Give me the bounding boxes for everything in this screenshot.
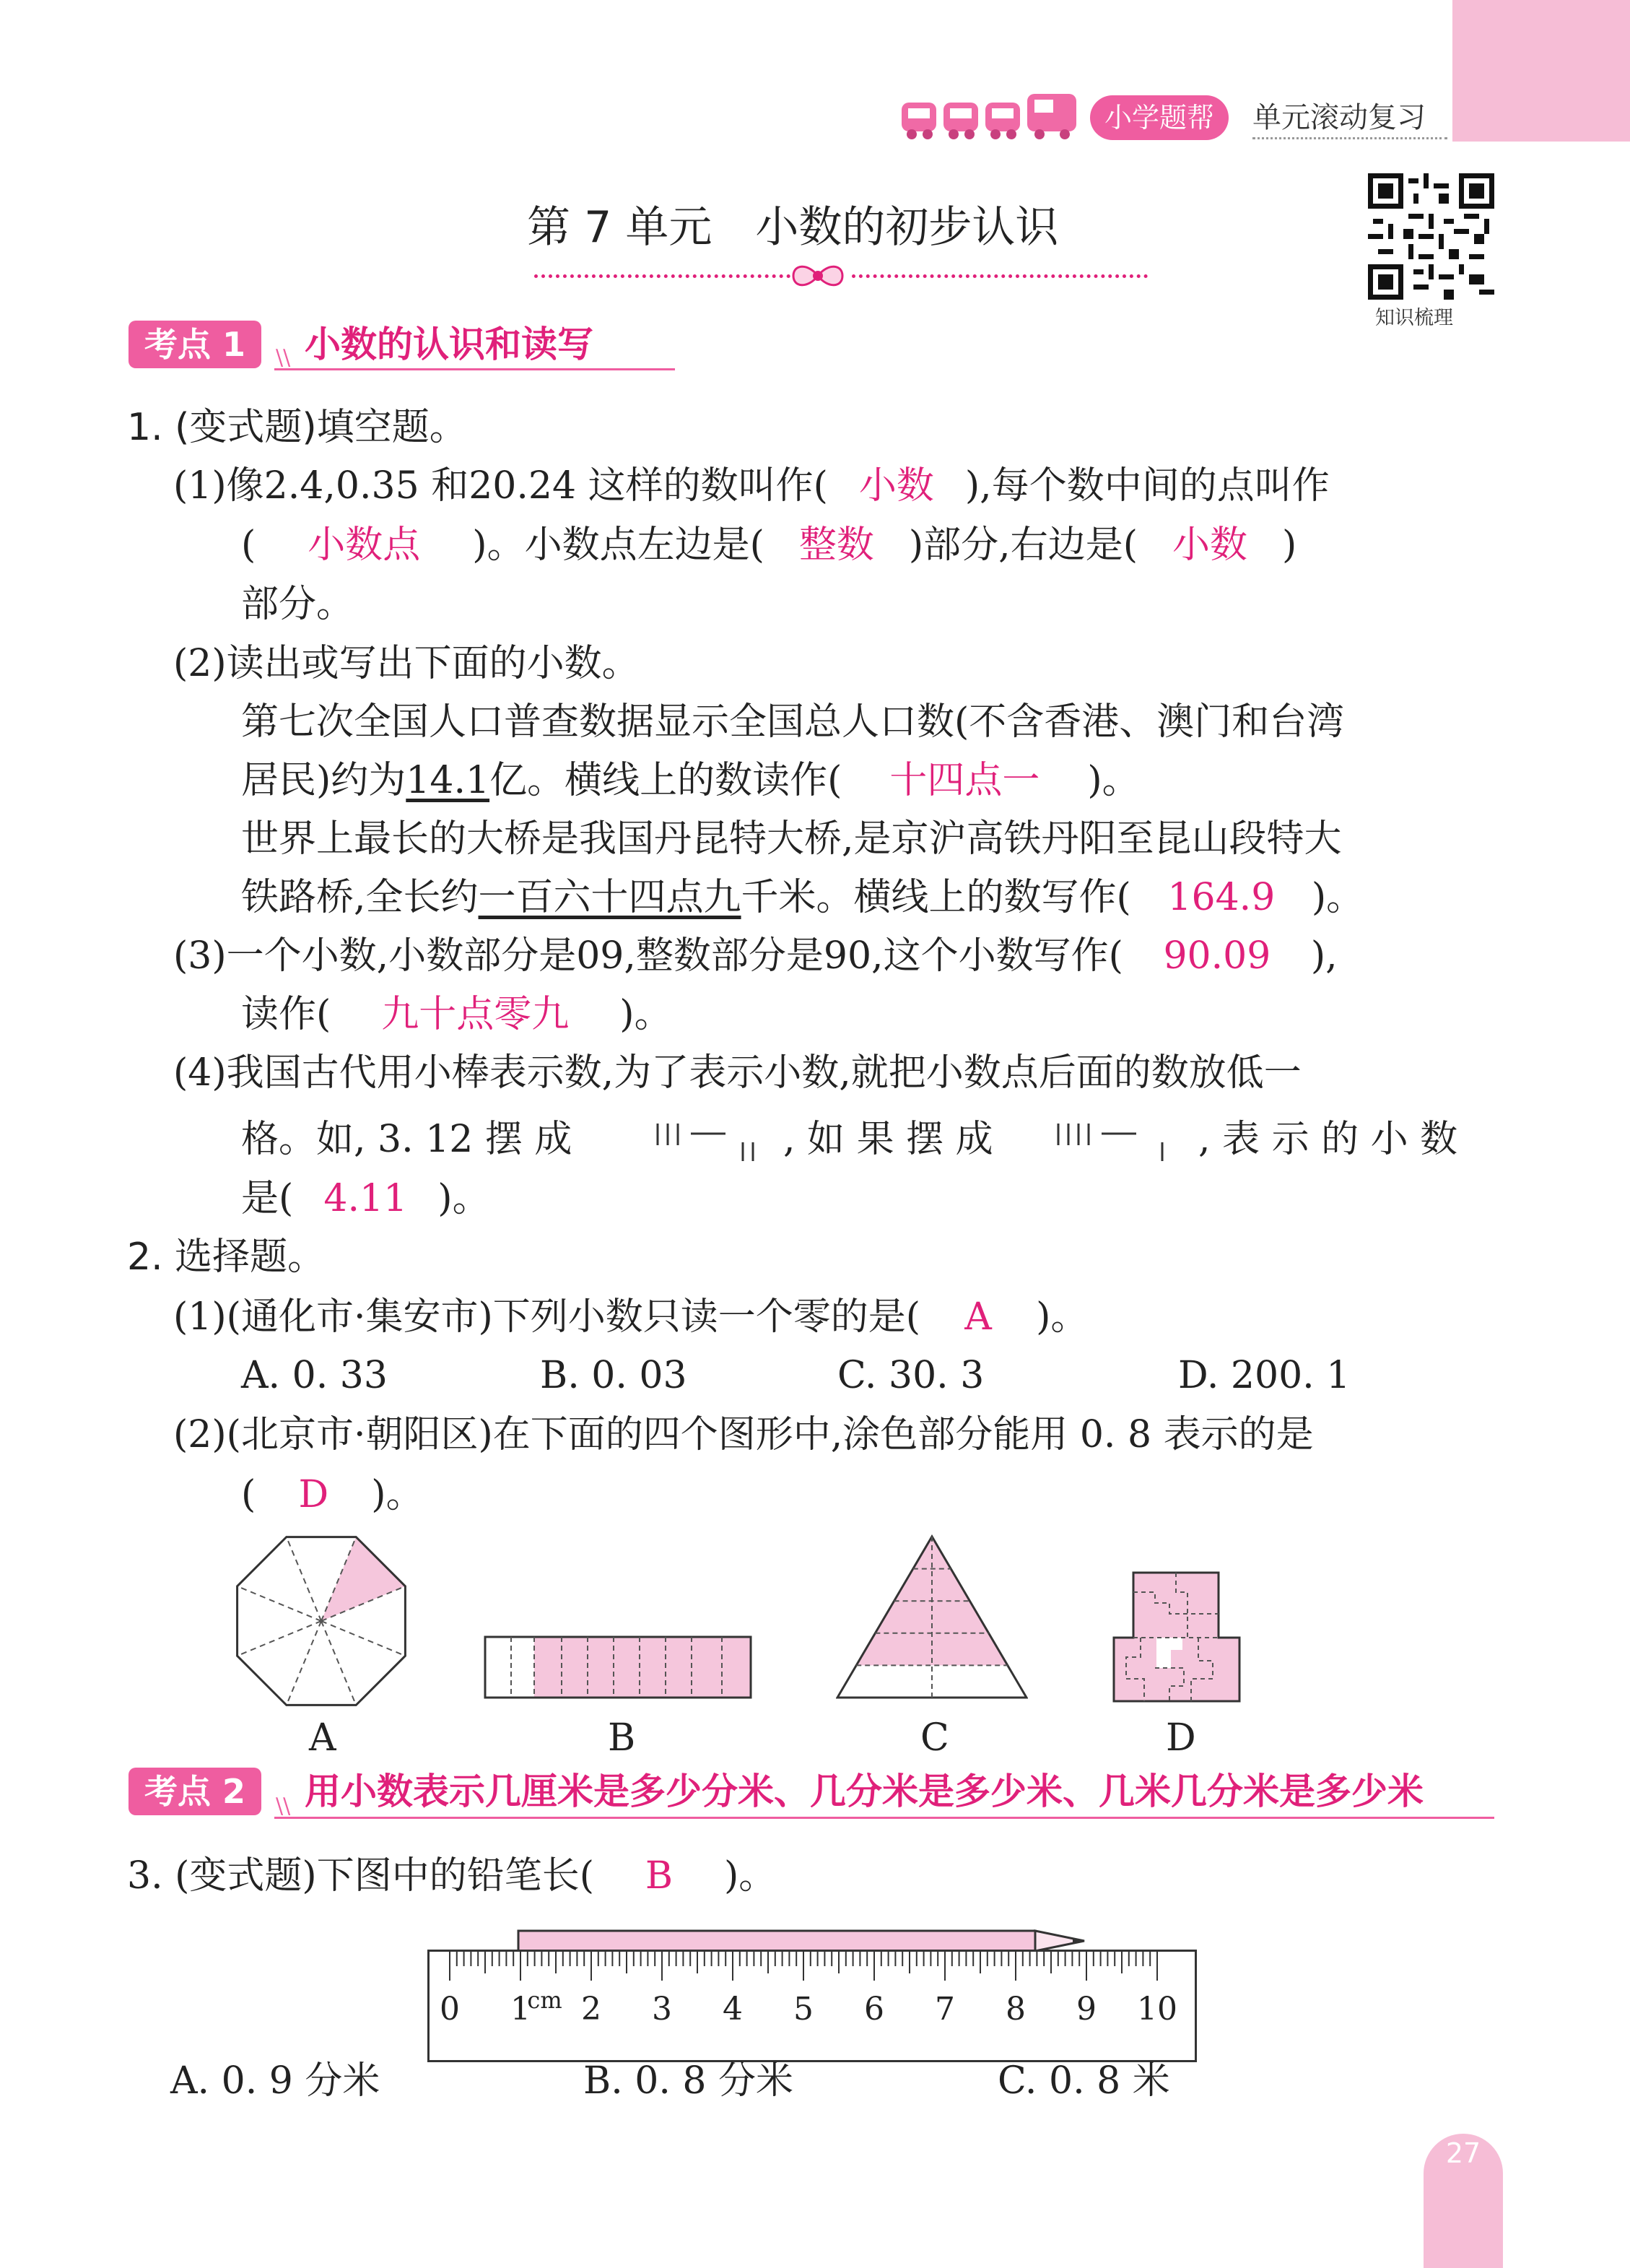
text: ),每个数中间的点叫作 [964, 464, 1330, 508]
underlined-number: 14.1 [406, 759, 490, 802]
bow-icon [789, 260, 847, 295]
underlined-words: 一百六十四点九 [478, 876, 741, 919]
train-icon [899, 87, 1079, 147]
text: ( [241, 1473, 256, 1516]
q1-part1-line2 [241, 523, 1296, 567]
text: )。 [1311, 876, 1364, 919]
answer-blank[interactable]: 小数 [1172, 523, 1247, 567]
brand-badge: 小学题帮 [1090, 95, 1229, 140]
figure-label-a: A [309, 1716, 336, 1760]
figure-label-d: D [1166, 1716, 1196, 1760]
kaodian-2-slash-icon: \\ [276, 1794, 291, 1819]
q1-part2-line2 [241, 759, 1140, 802]
q3-line [127, 1854, 776, 1898]
q1-part2-line4 [241, 876, 1364, 919]
text: ) [1281, 523, 1297, 567]
section-label: 单元滚动复习 [1252, 101, 1426, 134]
answer-blank[interactable]: B [645, 1854, 674, 1898]
text: 铁路桥,全长约 [241, 876, 479, 919]
kaodian-1-underline [274, 368, 675, 370]
figure-a-octagon[interactable] [235, 1534, 408, 1711]
q1-part1-line3: 部分。 [241, 583, 354, 626]
answer-blank[interactable]: 90.09 [1163, 934, 1271, 978]
q1-part2-line1: 第七次全国人口普查数据显示全国总人口数(不含香港、澳门和台湾 [241, 700, 1345, 744]
top-side-tab [1452, 0, 1630, 142]
q2-option-d[interactable]: D. 200. 1 [1178, 1354, 1351, 1397]
text: )部分,右边是( [908, 523, 1138, 567]
text: 居民)约为 [241, 759, 406, 802]
title-dots-left [534, 274, 790, 278]
ruler-unit: cm [527, 1986, 562, 2014]
text: ( [241, 523, 256, 567]
answer-blank[interactable]: 十四点一 [889, 759, 1040, 802]
q2-option-b[interactable]: B. 0. 03 [540, 1354, 687, 1397]
kaodian-1-title: 小数的认识和读写 [305, 323, 593, 365]
answer-blank[interactable]: 小数点 [308, 523, 421, 567]
kaodian-1-slash-icon: \\ [276, 345, 291, 370]
ruler-number: 2 [581, 1991, 601, 2028]
q1-part4-line2-a: 格。如, 3. 12 摆 成 [241, 1118, 572, 1161]
answer-blank[interactable]: 整数 [798, 523, 874, 567]
answer-blank[interactable]: 九十点零九 [381, 993, 570, 1036]
kaodian-2-underline [274, 1817, 1494, 1819]
counting-rods-icon-4-11 [1054, 1118, 1177, 1167]
text: )。 [371, 1473, 424, 1516]
text: 3. (变式题)下图中的铅笔长( [127, 1854, 595, 1898]
text: ), [1310, 934, 1338, 978]
q3-option-c[interactable]: C. 0. 8 米 [998, 2059, 1170, 2103]
q1-part3-line1 [173, 934, 1338, 978]
q2-heading: 2. 选择题。 [127, 1235, 326, 1279]
q2-part1-line [173, 1295, 1088, 1339]
text: 是( [241, 1177, 294, 1220]
q2-part2-line1: (2)(北京市·朝阳区)在下面的四个图形中,涂色部分能用 0. 8 表示的是 [173, 1413, 1314, 1456]
answer-blank[interactable]: D [298, 1473, 329, 1516]
figure-label-c: C [920, 1716, 949, 1760]
header-dotted-line [1252, 137, 1447, 139]
q1-heading: 1. (变式题)填空题。 [127, 406, 467, 449]
ruler-number: 6 [864, 1991, 884, 2028]
q2-part2-line2 [241, 1473, 424, 1516]
ruler-number: 7 [935, 1991, 955, 2028]
text: 亿。横线上的数读作( [489, 759, 842, 802]
page-title: 第 7 单元 小数的初步认识 [527, 202, 1059, 253]
text: )。小数点左边是( [472, 523, 764, 567]
ruler-number: 0 [440, 1991, 460, 2028]
q1-part2-heading: (2)读出或写出下面的小数。 [173, 642, 640, 685]
q1-part4-line3 [241, 1177, 490, 1220]
text: )。 [1036, 1295, 1089, 1339]
text: 读作( [241, 993, 331, 1036]
figure-label-b: B [608, 1716, 636, 1760]
kaodian-2-tag: 考点 2 [128, 1768, 261, 1815]
kaodian-2-title: 用小数表示几厘米是多少分米、几分米是多少米、几米几分米是多少米 [305, 1770, 1424, 1812]
answer-blank[interactable]: 小数 [858, 464, 934, 508]
kaodian-1-tag: 考点 1 [128, 321, 261, 368]
title-dots-right [852, 274, 1148, 278]
ruler[interactable] [427, 1950, 1197, 2062]
q1-part1-line1 [173, 464, 1330, 508]
q1-part4-line2-b: , 如 果 摆 成 [783, 1118, 993, 1161]
figure-d-puzzle[interactable] [1112, 1570, 1242, 1707]
q3-option-b[interactable]: B. 0. 8 分米 [583, 2059, 794, 2103]
answer-blank[interactable]: 164.9 [1167, 876, 1276, 919]
answer-blank[interactable]: 4.11 [323, 1177, 408, 1220]
figure-b-strip[interactable] [484, 1635, 752, 1703]
qr-caption: 知识梳理 [1375, 307, 1453, 329]
text: )。 [437, 1177, 490, 1220]
figure-c-triangle[interactable] [836, 1534, 1028, 1703]
q2-option-c[interactable]: C. 30. 3 [837, 1354, 985, 1397]
text: (3)一个小数,小数部分是09,整数部分是90,这个小数写作( [173, 934, 1123, 978]
text: )。 [619, 993, 672, 1036]
ruler-number: 9 [1076, 1991, 1097, 2028]
ruler-number: 3 [652, 1991, 672, 2028]
q1-part4-line1: (4)我国古代用小棒表示数,为了表示小数,就把小数点后面的数放低一 [173, 1051, 1302, 1095]
q1-part2-line3: 世界上最长的大桥是我国丹昆特大桥,是京沪高铁丹阳至昆山段特大 [241, 817, 1342, 861]
page-number: 27 [1445, 2137, 1481, 2169]
qr-code-icon[interactable] [1368, 173, 1494, 303]
q1-part3-line2 [241, 993, 672, 1036]
ruler-number: 10 [1137, 1991, 1177, 2028]
text: (1)像2.4,0.35 和20.24 这样的数叫作( [173, 464, 828, 508]
text: 千米。横线上的数写作( [741, 876, 1131, 919]
text: )。 [1087, 759, 1140, 802]
text: (1)(通化市·集安市)下列小数只读一个零的是( [173, 1295, 921, 1339]
ruler-number: 8 [1006, 1991, 1026, 2028]
text: )。 [724, 1854, 777, 1898]
q1-part4-line2-c: , 表 示 的 小 数 [1198, 1118, 1458, 1161]
ruler-number: 4 [723, 1991, 743, 2028]
counting-rods-icon-3-12 [653, 1118, 769, 1167]
ruler-number: 1 [510, 1991, 531, 2028]
q2-option-a[interactable]: A. 0. 33 [241, 1354, 388, 1397]
q3-option-a[interactable]: A. 0. 9 分米 [170, 2059, 380, 2103]
ruler-number: 5 [793, 1991, 814, 2028]
answer-blank[interactable]: A [964, 1295, 992, 1339]
